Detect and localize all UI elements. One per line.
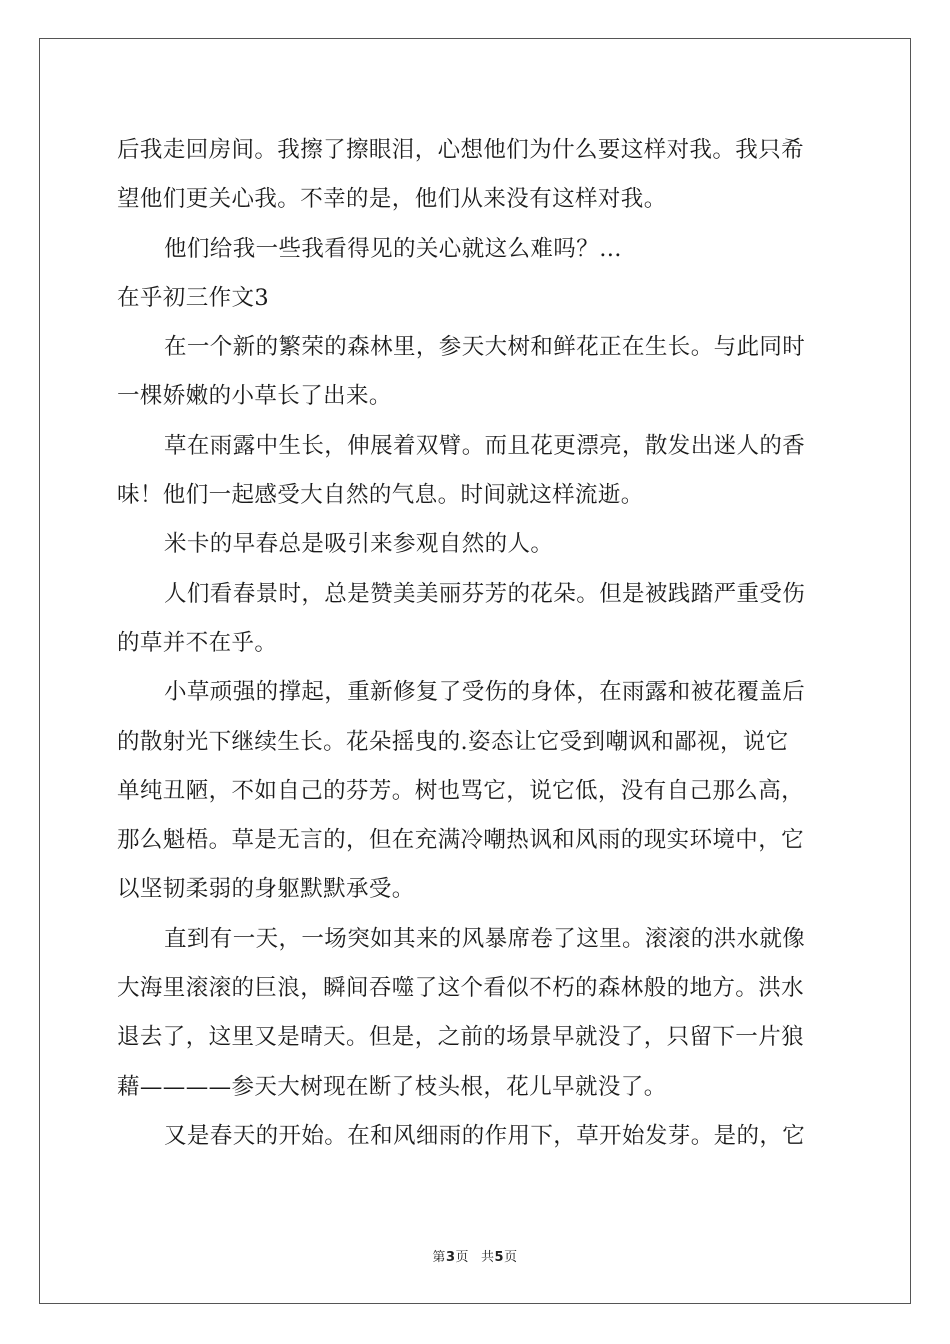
page-prefix: 第 — [432, 1250, 446, 1265]
text-line: 味！他们一起感受大自然的气息。时间就这样流逝。 — [117, 482, 644, 509]
text-line: 小草顽强的撑起，重新修复了受伤的身体，在雨露和被花覆盖后 — [164, 679, 806, 706]
text-line: 退去了，这里又是晴天。但是，之前的场景早就没了，只留下一片狼 — [117, 1024, 805, 1051]
text-line: 一棵娇嫩的小草长了出来。 — [117, 383, 392, 410]
total-suffix: 页 — [504, 1250, 518, 1265]
text-line: 望他们更关心我。不幸的是，他们从来没有这样对我。 — [117, 186, 667, 213]
text-line: 又是春天的开始。在和风细雨的作用下，草开始发芽。是的，它 — [164, 1122, 806, 1149]
text-line: 的散射光下继续生长。花朵摇曳的.姿态让它受到嘲讽和鄙视，说它 — [117, 728, 789, 755]
text-line: 米卡的早春总是吸引来参观自然的人。 — [164, 531, 554, 558]
text-line: 的草并不在乎。 — [117, 629, 278, 656]
text-line: 大海里滚滚的巨浪，瞬间吞噬了这个看似不朽的森林般的地方。洪水 — [117, 975, 805, 1002]
document-body — [117, 126, 837, 1161]
page-footer — [0, 1246, 950, 1265]
text-line: 藉————参天大树现在断了枝头根，花儿早就没了。 — [117, 1073, 667, 1100]
total-page-count: 5 — [494, 1250, 505, 1265]
text-line: 他们给我一些我看得见的关心就这么难吗？… — [164, 235, 623, 262]
text-line: 在一个新的繁荣的森林里，参天大树和鲜花正在生长。与此同时 — [164, 334, 806, 361]
page-suffix: 页 — [455, 1250, 469, 1265]
text-line: 直到有一天，一场突如其来的风暴席卷了这里。滚滚的洪水就像 — [164, 925, 806, 952]
section-heading: 在乎初三作文3 — [117, 284, 270, 311]
text-line: 草在雨露中生长，伸展着双臂。而且花更漂亮，散发出迷人的香 — [164, 432, 806, 459]
total-prefix: 共 — [481, 1250, 495, 1265]
current-page-number: 3 — [445, 1250, 456, 1265]
text-line: 那么魁梧。草是无言的，但在充满冷嘲热讽和风雨的现实环境中，它 — [117, 827, 805, 854]
text-line: 人们看春景时，总是赞美美丽芬芳的花朵。但是被践踏严重受伤 — [164, 580, 806, 607]
text-line: 以坚韧柔弱的身躯默默承受。 — [117, 876, 415, 903]
text-line: 后我走回房间。我擦了擦眼泪，心想他们为什么要这样对我。我只希 — [117, 137, 805, 163]
text-line: 单纯丑陋，不如自己的芬芳。树也骂它，说它低，没有自己那么高， — [117, 777, 805, 804]
